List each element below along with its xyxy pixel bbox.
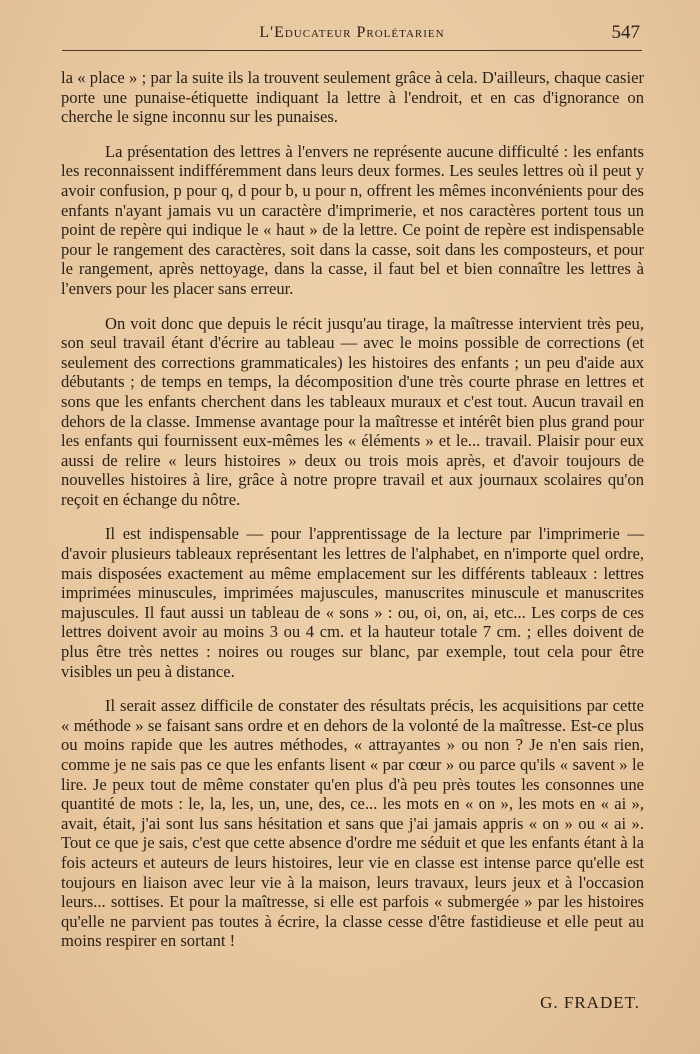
page-number: 547 (611, 22, 640, 43)
paragraph: La présentation des lettres à l'envers ne représente aucune difficulté : les enfants les reconnaissent indifféremment dans leurs deux formes. Les seules lettres où il peut y avoir confusion, p pour q, d pour b, u pour n, offrent les mêmes inconvénients pour des enfants n'ayant jamais vu un caractère d'imprimerie, et nos caractères portent tous un point de repère qui indique le « haut » de la lettre. Ce point de repère est indispensable pour le rangement des caractères, soit dans la casse, soit dans les composteurs, et pour le rangement, après nettoyage, dans la casse, il faut bel et bien connaître les lettres à l'envers pour les placer sans erreur. (61, 141, 644, 298)
running-title: L'Educateur Prolétarien (259, 24, 445, 41)
page-header (62, 22, 642, 51)
author-signature: G. FRADET. (540, 993, 640, 1012)
paragraph: On voit donc que depuis le récit jusqu'au tirage, la maîtresse intervient très peu, son seul travail étant d'écrire au tableau — avec le moins possible de corrections (et seulement des corrections grammaticales) les histoires des enfants ; un peu d'aide aux débutants ; de temps en temps, la décomposition d'une très courte phrase en lettres et sons que les enfants cherchent dans les tableaux muraux et c'est tout. Aucun travail en dehors de la classe. Immense avantage pour la maîtresse et intérêt bien plus grand pour les enfants qui fournissent eux-mêmes les « éléments » et le... travail. Plaisir pour eux aussi de relire « leurs histoires » deux ou trois mois après, et d'avoir toujours de nouvelles histoires à lire, grâce à notre propre travail et aux journaux scolaires qu'on reçoit en échange du nôtre. (61, 313, 644, 509)
article-body (61, 68, 644, 966)
paragraph: la « place » ; par la suite ils la trouvent seulement grâce à cela. D'ailleurs, chaque casier porte une punaise-étiquette indiquant la lettre à l'endroit, et en cas d'ignorance on cherche le signe inconnu sur les punaises. (61, 68, 644, 127)
paragraph: Il est indispensable — pour l'apprentissage de la lecture par l'imprimerie — d'avoir plusieurs tableaux représentant les lettres de l'alphabet, en n'importe quel ordre, mais disposées exactement au même emplacement sur les différents tableaux : lettres imprimées minuscules, imprimées majuscules, manuscrites minuscule et manuscrites majuscules. Il faut aussi un tableau de « sons » : ou, oi, on, ai, etc... Les corps de ces lettres doivent avoir au moins 3 ou 4 cm. et la hauteur totale 7 cm. ; elles doivent de plus être très nettes : noires ou rouges sur blanc, par exemple, tout cela pour être visibles un peu à distance. (61, 524, 644, 681)
paragraph: Il serait assez difficile de constater des résultats précis, les acquisitions par cette « méthode » se faisant sans ordre et en dehors de la volonté de la maîtresse. Est-ce plus ou moins rapide que les autres méthodes, « attrayantes » ou non ? Je n'en sais rien, comme je ne sais pas ce que les enfants lisent « par cœur » ou parce qu'ils « savent » le lire. Je peux tout de même constater qu'en plus d'à peu près toutes les consonnes une quantité de mots : le, la, les, un, une, des, ce... les mots en « on », les mots en « ai », avait, était, j'ai sont lus sans hésitation et sans que j'ai jamais appris « on » ou « ai ». Tout ce que je sais, c'est que cette absence d'ordre me séduit et que les enfants étant à la fois acteurs et auteurs de leurs histoires, leur vie en classe est intense parce qu'elle est toujours en liaison avec leur vie à la maison, leurs travaux, leurs jeux et à l'occasion leurs... sottises. Et pour la maîtresse, si elle est parfois « submergée » par les histoires qu'elle ne parvient pas toutes à écrire, la classe cesse d'être fastidieuse et elle peut au moins respirer en sortant ! (61, 696, 644, 951)
